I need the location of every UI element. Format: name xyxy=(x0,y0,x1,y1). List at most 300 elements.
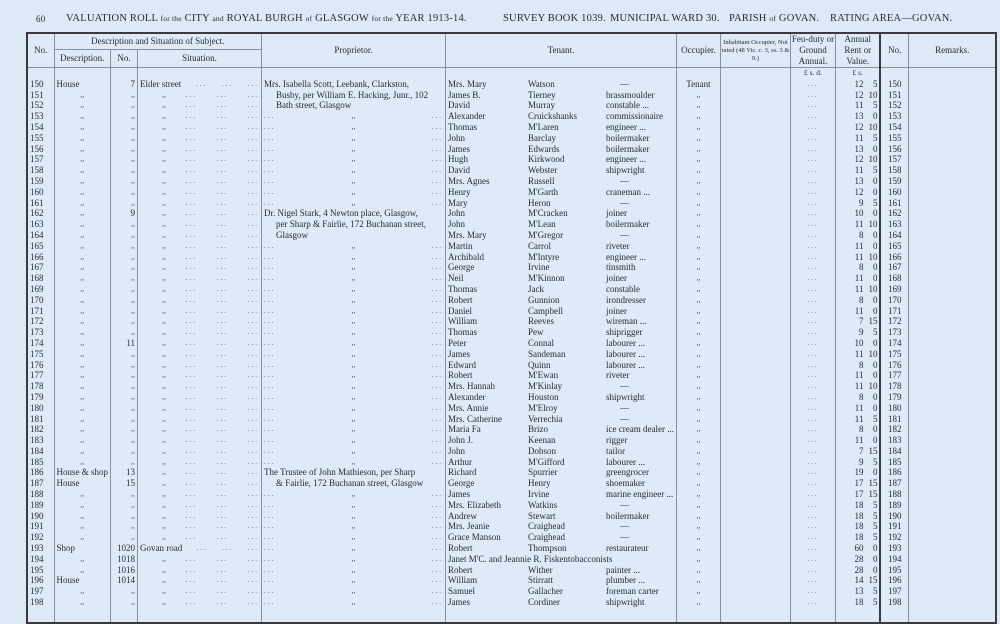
rent-value xyxy=(838,532,878,543)
rent-value xyxy=(838,381,878,392)
annual-rent-cell xyxy=(835,154,880,165)
house-number-cell: ,, xyxy=(111,252,138,263)
rent-value xyxy=(838,316,878,327)
feu-duty-cell: ... xyxy=(790,154,835,165)
entry-number-right: 161 xyxy=(880,198,908,209)
situation-text: ,, xyxy=(162,553,166,563)
remarks-cell xyxy=(908,154,996,165)
house-number-cell: ,, xyxy=(111,154,138,165)
feu-duty-cell: ... xyxy=(790,381,835,392)
leader-dots: ... xyxy=(216,479,228,488)
rent-value xyxy=(838,165,878,176)
remarks-cell xyxy=(908,262,996,273)
tenant-last-name: M'Gregor xyxy=(528,229,564,240)
tenant-occupation: engineer ... xyxy=(606,154,646,165)
annual-rent-cell xyxy=(835,198,880,209)
rating-area: RATING AREA—GOVAN. xyxy=(830,13,953,24)
remarks-cell xyxy=(908,597,996,608)
leader-dots: ... xyxy=(216,436,228,445)
proprietor-cell xyxy=(262,554,446,565)
ditto-mark: ,, xyxy=(351,283,356,293)
entry-number: 193 xyxy=(27,543,54,554)
rent-shillings: 0 xyxy=(872,240,878,251)
col-situation-header: Situation. xyxy=(138,49,262,67)
rent-value xyxy=(838,489,878,500)
house-number-cell: ,, xyxy=(111,100,138,111)
rent-value xyxy=(838,414,878,425)
rent-shillings: 0 xyxy=(872,467,878,478)
proprietor-cell xyxy=(262,230,446,241)
inhabitant-cell xyxy=(720,381,790,392)
house-number-cell: ,, xyxy=(111,111,138,122)
title-part: ROYAL BURGH xyxy=(226,13,303,24)
leader-dots: ... xyxy=(185,457,197,466)
occupier-cell: ,, xyxy=(676,467,720,478)
situation-text: ,, xyxy=(162,305,166,315)
situation-cell xyxy=(138,338,262,349)
parish-of: of xyxy=(769,14,777,23)
tenant-cell xyxy=(446,414,677,425)
tenant-wrap xyxy=(448,467,674,478)
inhabitant-cell xyxy=(720,316,790,327)
feu-duty-cell: ... xyxy=(790,90,835,101)
tenant-last-name: M'Intyre xyxy=(528,251,560,262)
rent-value xyxy=(838,349,878,360)
table-row xyxy=(27,133,996,144)
rent-pounds: 11 xyxy=(854,435,864,446)
description-cell: ,, xyxy=(54,446,111,457)
house-number-cell: ,, xyxy=(111,597,138,608)
proprietor-cell xyxy=(262,316,446,327)
leader-dots: ... xyxy=(431,317,443,326)
tenant-wrap xyxy=(448,165,674,176)
situation-text: ,, xyxy=(162,521,166,531)
tenant-wrap xyxy=(448,284,674,295)
situation-wrap xyxy=(140,554,259,565)
situation-wrap xyxy=(140,370,259,381)
remarks-cell xyxy=(908,414,996,425)
proprietor-ditto-wrap xyxy=(264,532,443,543)
situation-wrap xyxy=(140,165,259,176)
situation-wrap xyxy=(140,144,259,155)
occupier-cell: ,, xyxy=(676,511,720,522)
leader-dots: ... xyxy=(247,349,259,358)
description-cell: ,, xyxy=(54,414,111,425)
leader-dots: ... xyxy=(185,576,197,585)
proprietor-text: Bath street, Glasgow xyxy=(276,100,352,111)
valuation-table xyxy=(26,32,997,624)
rent-pounds: 11 xyxy=(854,348,864,359)
leader-dots: ... xyxy=(216,446,228,455)
tenant-occupation: shoemaker xyxy=(606,478,645,489)
annual-rent-cell xyxy=(835,597,880,608)
leader-dots: ... xyxy=(185,468,197,477)
col-no-header: No. xyxy=(27,33,54,68)
table-row xyxy=(27,575,996,586)
table-row xyxy=(27,521,996,532)
situation-text: ,, xyxy=(162,273,166,283)
occupier-cell: ,, xyxy=(676,532,720,543)
col-house-no-header: No. xyxy=(111,49,138,67)
entry-number: 188 xyxy=(27,489,54,500)
leader-dots: ... xyxy=(185,144,197,153)
inhabitant-cell xyxy=(720,403,790,414)
rent-value xyxy=(838,338,878,349)
tenant-first-name: Mrs. Mary xyxy=(448,229,487,240)
tenant-wrap xyxy=(448,403,674,414)
house-number-cell: ,, xyxy=(111,500,138,511)
situation-text: ,, xyxy=(162,197,166,207)
feu-duty-cell: ... xyxy=(790,489,835,500)
leader-dots: ... xyxy=(185,436,197,445)
rent-shillings: 15 xyxy=(868,445,878,456)
situation-wrap xyxy=(140,133,259,144)
entry-number-right: 166 xyxy=(880,252,908,263)
remarks-cell xyxy=(908,446,996,457)
leader-dots: ... xyxy=(185,220,197,229)
title-part: GLASGOW xyxy=(315,13,369,24)
leader-dots: ... xyxy=(216,403,228,412)
occupier-cell: ,, xyxy=(676,241,720,252)
house-number-cell: ,, xyxy=(111,360,138,371)
situation-text: ,, xyxy=(162,316,166,326)
rent-value xyxy=(838,575,878,586)
tenant-last-name: Thompson xyxy=(528,543,567,554)
tenant-cell xyxy=(446,295,677,306)
situation-wrap xyxy=(140,306,259,317)
rent-pounds: 13 xyxy=(854,111,864,122)
house-number-cell: 1020 xyxy=(111,543,138,554)
leader-dots: ... xyxy=(216,252,228,261)
tenant-last-name: Brizo xyxy=(528,424,548,435)
annual-rent-cell xyxy=(835,543,880,554)
rent-pounds: 12 xyxy=(854,78,864,89)
situation-text: ,, xyxy=(162,391,166,401)
entry-number: 151 xyxy=(27,90,54,101)
occupier-cell: ,, xyxy=(676,403,720,414)
leader-dots: ... xyxy=(264,533,276,542)
entry-number: 189 xyxy=(27,500,54,511)
description-cell: ,, xyxy=(54,349,111,360)
entry-number: 177 xyxy=(27,370,54,381)
annual-rent-cell xyxy=(835,111,880,122)
tenant-occupation: boilermaker xyxy=(606,132,650,143)
leader-dots: ... xyxy=(431,176,443,185)
proprietor-cell xyxy=(262,424,446,435)
table-row xyxy=(27,370,996,381)
tenant-cell xyxy=(446,111,677,122)
leader-dots: ... xyxy=(247,252,259,261)
leader-dots: ... xyxy=(216,500,228,509)
leader-dots: ... xyxy=(216,101,228,110)
entry-number: 161 xyxy=(27,198,54,209)
rent-units: £ s. xyxy=(835,68,880,79)
leader-dots: ... xyxy=(431,284,443,293)
tenant-cell xyxy=(446,424,677,435)
situation-cell xyxy=(138,532,262,543)
tenant-occupation: — xyxy=(620,175,629,186)
rent-value xyxy=(838,79,878,90)
ditto-mark: ,, xyxy=(351,348,356,358)
house-number-cell: ,, xyxy=(111,586,138,597)
tenant-cell xyxy=(446,349,677,360)
feu-duty-cell: ... xyxy=(790,511,835,522)
tenant-first-name: Robert xyxy=(448,564,473,575)
remarks-cell xyxy=(908,295,996,306)
leader-dots: ... xyxy=(431,414,443,423)
leader-dots: ... xyxy=(264,166,276,175)
rent-shillings: 0 xyxy=(872,305,878,316)
situation-text: ,, xyxy=(162,208,166,218)
leader-dots: ... xyxy=(247,392,259,401)
ditto-mark: ,, xyxy=(351,586,356,596)
tenant-last-name: Carrol xyxy=(528,240,551,251)
leader-dots: ... xyxy=(264,176,276,185)
tenant-occupation: — xyxy=(620,402,629,413)
leader-dots: ... xyxy=(185,230,197,239)
leader-dots: ... xyxy=(216,241,228,250)
entry-number-right: 170 xyxy=(880,295,908,306)
inhabitant-cell xyxy=(720,338,790,349)
situation-cell xyxy=(138,435,262,446)
tenant-occupation: commissionaire xyxy=(606,111,663,122)
tenant-first-name: William xyxy=(448,316,478,327)
tenant-cell xyxy=(446,198,677,209)
leader-dots: ... xyxy=(247,576,259,585)
annual-rent-cell xyxy=(835,316,880,327)
rent-pounds: 17 xyxy=(854,478,864,489)
leader-dots: ... xyxy=(431,241,443,250)
leader-dots: ... xyxy=(247,133,259,142)
rent-value xyxy=(838,273,878,284)
leader-dots: ... xyxy=(185,414,197,423)
tenant-last-name: Campbell xyxy=(528,305,563,316)
description-cell: ,, xyxy=(54,457,111,468)
tenant-occupation: engineer ... xyxy=(606,121,646,132)
description-cell: ,, xyxy=(54,241,111,252)
annual-rent-cell xyxy=(835,187,880,198)
tenant-occupation: constable xyxy=(606,283,640,294)
entry-number: 168 xyxy=(27,273,54,284)
rent-value xyxy=(838,144,878,155)
tenant-cell xyxy=(446,79,677,90)
proprietor-ditto-wrap xyxy=(264,597,443,608)
situation-wrap xyxy=(140,316,259,327)
empty-cell xyxy=(27,608,54,623)
leader-dots: ... xyxy=(216,122,228,131)
proprietor-cell xyxy=(262,144,446,155)
tenant-last-name: Spurrier xyxy=(528,467,558,478)
description-cell: ,, xyxy=(54,273,111,284)
rent-value xyxy=(838,306,878,317)
table-row xyxy=(27,543,996,554)
leader-dots: ... xyxy=(195,79,208,88)
tenant-last-name: Gunnion xyxy=(528,294,560,305)
tenant-last-name: Keenan xyxy=(528,435,556,446)
table-row xyxy=(27,338,996,349)
inhabitant-cell xyxy=(720,284,790,295)
entry-number-right: 179 xyxy=(880,392,908,403)
situation-cell xyxy=(138,489,262,500)
tenant-first-name: Martin xyxy=(448,240,473,251)
feu-duty-cell: ... xyxy=(790,586,835,597)
occupier-cell: ,, xyxy=(676,424,720,435)
leader-dots: ... xyxy=(247,457,259,466)
tenant-name: Janet M'C. and Jeannie R. Fisken xyxy=(448,553,568,564)
leader-dots: ... xyxy=(431,522,443,531)
leader-dots: ... xyxy=(216,112,228,121)
annual-rent-cell xyxy=(835,457,880,468)
proprietor-cell xyxy=(262,575,446,586)
remarks-cell xyxy=(908,392,996,403)
leader-dots: ... xyxy=(247,274,259,283)
situation-cell xyxy=(138,554,262,565)
leader-dots: ... xyxy=(216,598,228,607)
tenant-occupation: — xyxy=(620,78,629,89)
table-row xyxy=(27,424,996,435)
inhabitant-cell xyxy=(720,467,790,478)
situation-cell xyxy=(138,381,262,392)
leader-dots: ... xyxy=(247,328,259,337)
rent-pounds: 13 xyxy=(854,175,864,186)
leader-dots: ... xyxy=(431,112,443,121)
leader-dots: ... xyxy=(264,295,276,304)
entry-number-right: 154 xyxy=(880,122,908,133)
rent-pounds: 10 xyxy=(854,208,864,219)
situation-text: ,, xyxy=(162,251,166,261)
ditto-mark: ,, xyxy=(351,175,356,185)
rent-pounds: 11 xyxy=(854,413,864,424)
leader-dots: ... xyxy=(247,317,259,326)
situation-cell xyxy=(138,511,262,522)
situation-cell xyxy=(138,349,262,360)
table-row xyxy=(27,122,996,133)
rent-shillings: 10 xyxy=(868,251,878,262)
rent-value xyxy=(838,467,878,478)
rent-value xyxy=(838,241,878,252)
entry-number: 187 xyxy=(27,478,54,489)
feu-duty-cell: ... xyxy=(790,316,835,327)
leader-dots: ... xyxy=(247,490,259,499)
situation-wrap xyxy=(140,424,259,435)
inhabitant-cell xyxy=(720,208,790,219)
situation-cell xyxy=(138,198,262,209)
leader-dots: ... xyxy=(264,565,276,574)
proprietor-ditto-wrap xyxy=(264,392,443,403)
tenant-cell xyxy=(446,252,677,263)
leader-dots: ... xyxy=(185,500,197,509)
leader-dots: ... xyxy=(216,554,228,563)
rent-pounds: 11 xyxy=(854,370,864,381)
house-number-cell: ,, xyxy=(111,122,138,133)
inhabitant-cell xyxy=(720,500,790,511)
tenant-first-name: Hugh xyxy=(448,154,468,165)
tenant-wrap xyxy=(448,316,674,327)
rent-pounds: 11 xyxy=(854,305,864,316)
situation-wrap xyxy=(140,273,259,284)
inhabitant-cell xyxy=(720,176,790,187)
situation-wrap xyxy=(140,543,259,554)
proprietor-cell xyxy=(262,521,446,532)
leader-dots: ... xyxy=(216,490,228,499)
situation-wrap xyxy=(140,208,259,219)
occupier-cell: ,, xyxy=(676,575,720,586)
house-number-cell: ,, xyxy=(111,284,138,295)
tenant-first-name: Archibald xyxy=(448,251,484,262)
rent-value xyxy=(838,543,878,554)
leader-dots: ... xyxy=(431,349,443,358)
tenant-last-name: Heron xyxy=(528,197,551,208)
proprietor-cell xyxy=(262,165,446,176)
leader-dots: ... xyxy=(185,425,197,434)
tenant-wrap xyxy=(448,489,674,500)
tenant-first-name: Maria Fa xyxy=(448,424,481,435)
tenant-last-name: M'Ewan xyxy=(528,370,559,381)
rent-value xyxy=(838,111,878,122)
feu-duty-cell: ... xyxy=(790,414,835,425)
inhabitant-cell xyxy=(720,597,790,608)
remarks-cell xyxy=(908,316,996,327)
entry-number: 180 xyxy=(27,403,54,414)
leader-dots: ... xyxy=(431,511,443,520)
leader-dots: ... xyxy=(247,122,259,131)
feu-duty-cell: ... xyxy=(790,219,835,230)
annual-rent-cell xyxy=(835,79,880,90)
entry-number-right: 182 xyxy=(880,424,908,435)
situation-wrap xyxy=(140,111,259,122)
description-cell: ,, xyxy=(54,586,111,597)
entry-number-right: 156 xyxy=(880,144,908,155)
table-row xyxy=(27,446,996,457)
rent-shillings: 10 xyxy=(868,89,878,100)
rent-value xyxy=(838,424,878,435)
leader-dots: ... xyxy=(264,144,276,153)
situation-wrap xyxy=(140,586,259,597)
occupier-cell: ,, xyxy=(676,435,720,446)
remarks-cell xyxy=(908,532,996,543)
entry-number: 194 xyxy=(27,554,54,565)
description-cell: House xyxy=(54,575,111,586)
parish-label: PARISH xyxy=(729,13,767,24)
feu-duty-cell: ... xyxy=(790,403,835,414)
inhabitant-cell xyxy=(720,306,790,317)
annual-rent-cell xyxy=(835,219,880,230)
tenant-occupation: shipwright xyxy=(606,597,645,608)
tenant-occupation: boilermaker xyxy=(606,219,650,230)
tenant-occupation: riveter xyxy=(606,240,630,251)
leader-dots: ... xyxy=(185,284,197,293)
entry-number-right: 155 xyxy=(880,133,908,144)
occupier-cell: ,, xyxy=(676,597,720,608)
feu-duty-cell: ... xyxy=(790,241,835,252)
tenant-occupation: shipwright xyxy=(606,165,645,176)
ditto-mark: ,, xyxy=(351,165,356,175)
description-cell: ,, xyxy=(54,284,111,295)
situation-cell xyxy=(138,543,262,554)
occupier-cell: ,, xyxy=(676,187,720,198)
leader-dots: ... xyxy=(185,166,197,175)
leader-dots: ... xyxy=(216,90,228,99)
rent-shillings: 0 xyxy=(872,435,878,446)
remarks-cell xyxy=(908,543,996,554)
entry-number-right: 187 xyxy=(880,478,908,489)
leader-dots: ... xyxy=(431,587,443,596)
proprietor-cell xyxy=(262,597,446,608)
house-number-cell: ,, xyxy=(111,370,138,381)
tenant-last-name: Gallacher xyxy=(528,586,563,597)
house-number-cell: ,, xyxy=(111,144,138,155)
tenant-occupation: joiner xyxy=(606,305,627,316)
